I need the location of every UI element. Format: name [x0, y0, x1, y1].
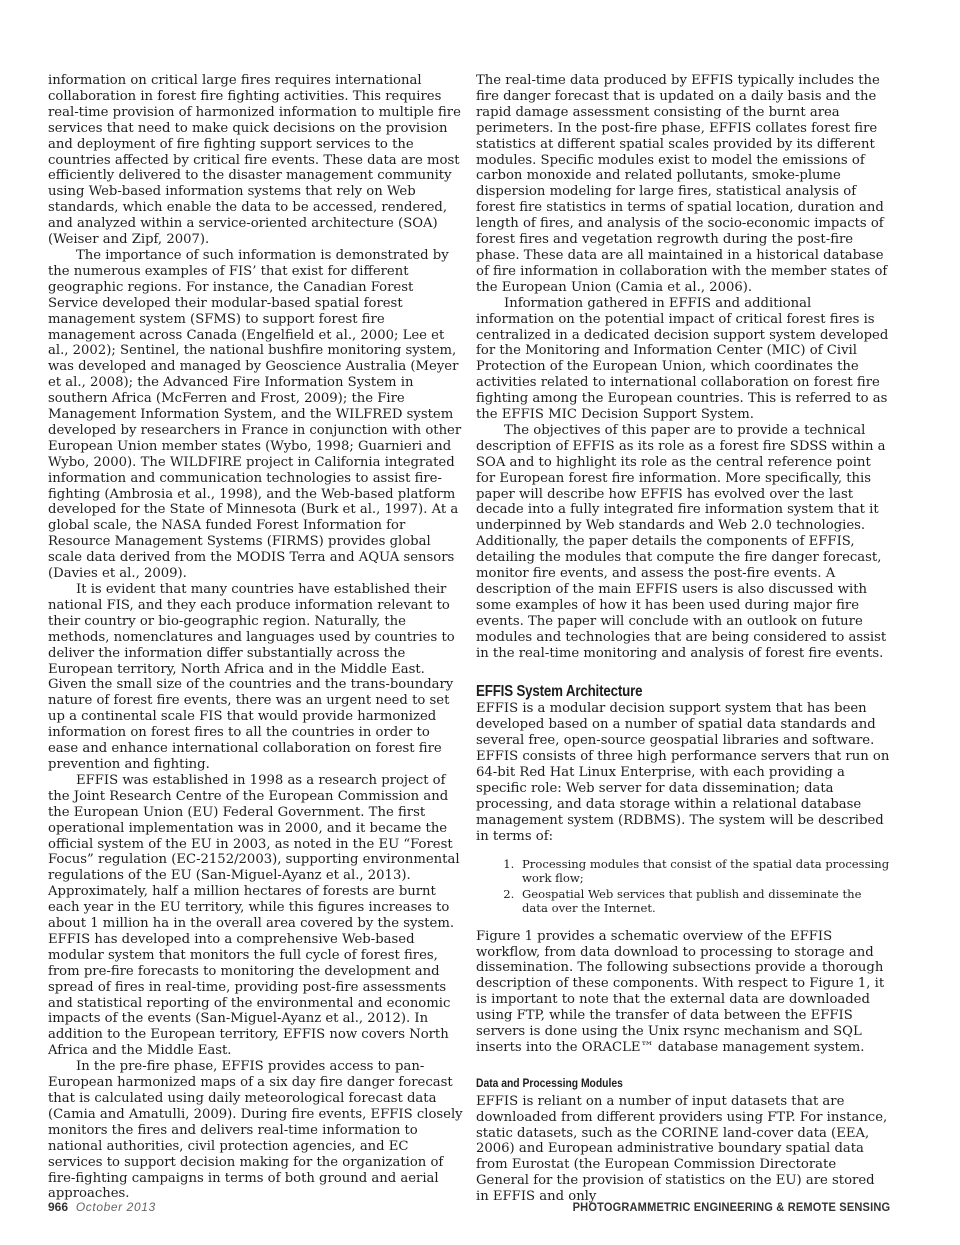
issue-date: October 2013: [75, 1200, 156, 1214]
paragraph: The objectives of this paper are to provide a technical description of EFFIS as its role as a forest fire SDSS within a SOA and to highlight its role as the central reference point for European forest fire information. More specifically, this paper will describe how EFFIS has evolved over the last decade into a fully integrated fire information system that it underpinned by Web standards and Web 2.0 technologies. Additionally, the paper details the components of EFFIS, detailing the modules that compute the fire danger forecast, monitor fire events, and assess the post-fire events. A description of the main EFFIS users is also discussed with some examples of how it has been used during major fire events. The paper will conclude with an outlook on future modules and technologies that are being considered to assist in the real-time monitoring and analysis of forest fire events.: [476, 422, 887, 661]
paragraph: information on critical large fires requires international collaboration in forest fire fighting activities. This requires real-time provision of harmonized information to multiple fire services that need to make quick decisions on the provision and deployment of fire fighting support services to the countries affected by critical fire events. These data are most efficiently delivered to the disaster management community using Web-based information systems that rely on Web standards, which enable the data to be accessed, rendered, and analyzed within a service-oriented architecture (SOA) (Weiser and Zipf, 2007).: [48, 73, 461, 248]
subsection-heading: Data and Processing Modules: [476, 1075, 623, 1090]
left-column: [48, 73, 464, 1202]
paragraph: It is evident that many countries have established their national FIS, and they each produce information relevant to their country or bio-geographic region. Naturally, the methods, nomenclatures and languages used by countries to deliver the information differ substantially across the European territory, North Africa and in the Middle East. Given the small size of the countries and the trans-boundary nature of forest fire events, there was an urgent need to set up a continental scale FIS that would provide harmonized information on forest fires to all the countries in order to ease and enhance international collaboration on forest fire prevention and fighting.: [48, 582, 455, 772]
section-heading: EFFIS System Architecture: [476, 682, 643, 700]
list-item: 1. Processing modules that consist of the spatial data processing work flow;: [518, 857, 890, 885]
journal-name: PHOTOGRAMMETRIC ENGINEERING & REMOTE SENSING: [572, 1200, 890, 1214]
paragraph: Information gathered in EFFIS and additional information on the potential impact of critical forest fires is centralized in a dedicated decision support system developed for the Monitoring and Information Center (MIC) of Civil Protection of the European Union, which coordinates the activities related to international collaboration on forest fire fighting among the European countries. This is referred to as the EFFIS MIC Decision Support System.: [476, 295, 889, 423]
numbered-list: [476, 857, 890, 915]
paragraph: EFFIS is a modular decision support system that has been developed based on a number of spatial data standards and several free, open-source geospatial libraries and software. EFFIS consists of three high performance servers that run on 64-bit Red Hat Linux Enterprise, with each providing a specific role: Web server for data dissemination; data processing, and data storage within a relational database management system (RDBMS). The system will be described in terms of:: [476, 701, 890, 844]
paragraph: In the pre-fire phase, EFFIS provides access to pan-European harmonized maps of a six day fire danger forecast that is calculated using daily meteorological forecast data (Camia and Amatulli, 2009). During fire events, EFFIS closely monitors the fires and delivers real-time information to national authorities, civil protection agencies, and EC services to support decision making for the organization of fire-fighting campaigns in terms of both ground and aerial approaches.: [48, 1059, 463, 1202]
paragraph: EFFIS was established in 1998 as a research project of the Joint Research Centre of the European Commission and the European Union (EU) Federal Government. The first operational implementation was in 2000, and it became the official system of the EU in 2003, as noted in the EU “Forest Focus” regulation (EC-2152/2003), supporting environmental regulations of the EU (San-Miguel-Ayanz et al., 2013). Approximately, half a million hectares of forests are burnt each year in the EU territory, while this figures increases to about 1 million ha in the overall area covered by the system. EFFIS has developed into a comprehensive Web-based modular system that monitors the full cycle of forest fires, from pre-fire forecasts to monitoring the development and spread of fires in real-time, providing post-fire assessments and statistical reporting of the environmental and economic impacts of the events (San-Miguel-Ayanz et al., 2012). In addition to the European territory, EFFIS now covers North Africa and the Middle East.: [48, 772, 460, 1059]
footer-left: [48, 1200, 156, 1214]
paragraph: The importance of such information is demonstrated by the numerous examples of FIS’ that exist for different geographic regions. For instance, the Canadian Forest Service developed their modular-based spatial forest management system (SFMS) to support forest fire management across Canada (Engelfield et al., 2000; Lee et al., 2002); Sentinel, the national bushfire monitoring system, was developed and managed by Geoscience Australia (Meyer et al., 2008); the Advanced Fire Information System in southern Africa (McFerren and Frost, 2009); the Fire Management Information System, and the WILFRED system developed by researchers in France in conjunction with other European Union member states (Wybo, 1998; Guarnieri and Wybo, 2000). The WILDFIRE project in California integrated information and communication technologies to assist fire-fighting (Ambrosia et al., 1998), and the Web-based platform developed for the State of Minnesota (Burk et al., 1997). At a global scale, the NASA funded Forest Information for Resource Management Systems (FIRMS) provides global scale data derived from the MODIS Terra and AQUA sensors (Davies et al., 2009).: [48, 247, 462, 582]
page-number: 966: [48, 1200, 69, 1214]
paragraph: EFFIS is reliant on a number of input datasets that are downloaded from different providers using FTP. For instance, static datasets, such as the CORINE land-cover data (EEA, 2006) and European administrative boundary spatial data from Eurostat (the European Commission Directorate General for the provision of statistics on the EU) are stored in EFFIS and only: [476, 1093, 888, 1205]
right-column: [476, 73, 890, 1205]
list-item: 2. Geospatial Web services that publish and disseminate the data over the Internet.: [518, 887, 890, 915]
paragraph: The real-time data produced by EFFIS typically includes the fire danger forecast that is updated on a daily basis and the rapid damage assessment consisting of the burnt area perimeters. In the post-fire phase, EFFIS collates forest fire statistics at different spatial scales provided by its different modules. Specific modules exist to model the emissions of carbon monoxide and related pollutants, smoke-plume dispersion modeling for large fires, statistical analysis of forest fire statistics in terms of spatial location, duration and length of fires, and analysis of the socio-economic impacts of forest fires and vegetation regrowth during the post-fire phase. These data are all maintained in a historical database of fire information in collaboration with the member states of the European Union (Camia et al., 2006).: [476, 73, 888, 295]
paragraph: Figure 1 provides a schematic overview of the EFFIS workflow, from data download to processing to storage and dissemination. The following subsections provide a thorough description of these components. With respect to Figure 1, it is important to note that the external data are downloaded using FTP, while the transfer of data between the EFFIS servers is done using the Unix rsync mechanism and SQL inserts into the ORACLE™ database management system.: [476, 928, 885, 1055]
